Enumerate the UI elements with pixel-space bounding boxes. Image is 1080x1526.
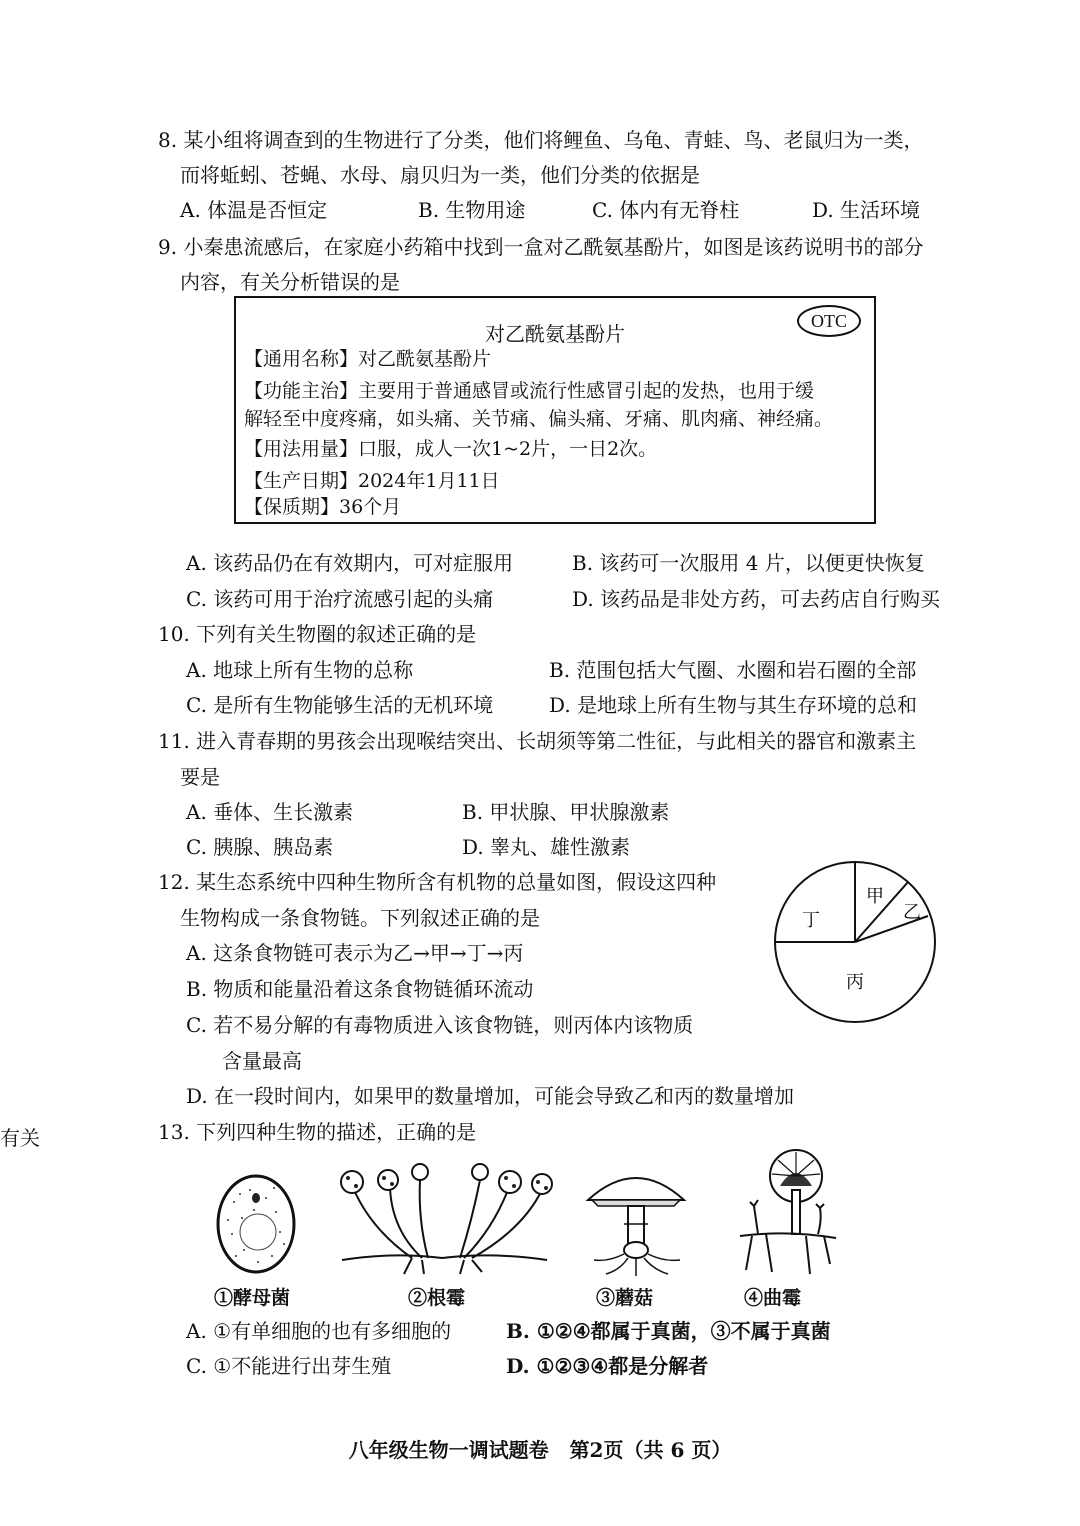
- q11-option-a: A. 垂体、生长激素: [186, 800, 354, 824]
- drug-label-title: 对乙酰氨基酚片: [485, 322, 625, 346]
- drug-label-shelf-life: 【保质期】36个月: [244, 496, 402, 518]
- q12-option-a: A. 这条食物链可表示为乙→甲→丁→丙: [186, 941, 524, 965]
- q11-option-c: C. 胰腺、胰岛素: [186, 835, 334, 859]
- q10-option-c: C. 是所有生物能够生活的无机环境: [186, 693, 494, 717]
- q12-stem-line1: 12. 某生态系统中四种生物所含有机物的总量如图，假设这四种: [158, 870, 717, 894]
- q13-stem: 13. 下列四种生物的描述，正确的是: [158, 1120, 477, 1144]
- q10-option-a: A. 地球上所有生物的总称: [186, 658, 414, 682]
- q13-option-a: A. ①有单细胞的也有多细胞的: [186, 1319, 452, 1343]
- aspergillus-caption: ④曲霉: [744, 1287, 802, 1309]
- rhizopus-illustration: [332, 1160, 554, 1278]
- q12-option-c-line2: 含量最高: [222, 1049, 302, 1073]
- q9-stem-line2: 内容，有关分析错误的是: [180, 270, 400, 294]
- q10-stem: 10. 下列有关生物圈的叙述正确的是: [158, 622, 477, 646]
- otc-badge: OTC: [797, 305, 861, 337]
- drug-label-production-date: 【生产日期】2024年1月11日: [244, 470, 500, 492]
- q9-option-a: A. 该药品仍在有效期内，可对症服用: [186, 551, 514, 575]
- q11-option-d: D. 睾丸、雄性激素: [462, 835, 631, 859]
- pie-label-yi: 乙: [903, 902, 921, 922]
- mushroom-illustration: [584, 1164, 688, 1278]
- margin-note: 有关: [0, 1126, 40, 1150]
- q13-option-b: B. ①②④都属于真菌，③不属于真菌: [506, 1319, 831, 1343]
- q12-option-d: D. 在一段时间内，如果甲的数量增加，可能会导致乙和丙的数量增加: [186, 1084, 795, 1108]
- q10-option-b: B. 范围包括大气圈、水圈和岩石圈的全部: [549, 658, 917, 682]
- q9-option-d: D. 该药品是非处方药，可去药店自行购买: [572, 587, 941, 611]
- q8-stem-line2: 而将蚯蚓、苍蝇、水母、扇贝归为一类，他们分类的依据是: [180, 163, 700, 187]
- q8-option-d: D. 生活环境: [812, 198, 921, 222]
- yeast-illustration: [214, 1172, 298, 1276]
- yeast-caption: ①酵母菌: [214, 1287, 291, 1309]
- drug-label-indications-2: 解轻至中度疼痛，如头痛、关节痛、偏头痛、牙痛、肌肉痛、神经痛。: [244, 408, 834, 430]
- pie-label-jia: 甲: [866, 886, 884, 906]
- drug-label-generic-name: 【通用名称】对乙酰氨基酚片: [244, 348, 492, 370]
- q13-option-d: D. ①②③④都是分解者: [506, 1354, 709, 1378]
- drug-label-box: [234, 296, 876, 524]
- q8-option-c: C. 体内有无脊柱: [592, 198, 740, 222]
- q13-option-c: C. ①不能进行出芽生殖: [186, 1354, 392, 1378]
- pie-label-bing: 丙: [846, 972, 864, 992]
- drug-label-indications-1: 【功能主治】主要用于普通感冒或流行性感冒引起的发热，也用于缓: [244, 380, 815, 402]
- drug-label-dosage: 【用法用量】口服，成人一次1~2片，一日2次。: [244, 438, 658, 460]
- aspergillus-illustration: [736, 1146, 840, 1278]
- q8-option-b: B. 生物用途: [418, 198, 526, 222]
- q10-option-d: D. 是地球上所有生物与其生存环境的总和: [549, 693, 918, 717]
- q12-stem-line2: 生物构成一条食物链。下列叙述正确的是: [180, 906, 540, 930]
- mushroom-caption: ③蘑菇: [596, 1287, 654, 1309]
- pie-label-ding: 丁: [802, 910, 820, 930]
- q11-stem-line2: 要是: [180, 765, 220, 789]
- q9-stem-line1: 9. 小秦患流感后，在家庭小药箱中找到一盒对乙酰氨基酚片，如图是该药说明书的部分: [158, 235, 924, 259]
- q12-option-c-line1: C. 若不易分解的有毒物质进入该食物链，则丙体内该物质: [186, 1013, 694, 1037]
- organic-matter-pie-chart: [770, 860, 940, 1030]
- q8-option-a: A. 体温是否恒定: [180, 198, 328, 222]
- q9-option-b: B. 该药可一次服用 4 片，以便更快恢复: [572, 551, 925, 575]
- q8-stem-line1: 8. 某小组将调查到的生物进行了分类，他们将鲤鱼、乌龟、青蛙、鸟、老鼠归为一类，: [158, 128, 924, 152]
- q12-option-b: B. 物质和能量沿着这条食物链循环流动: [186, 977, 534, 1001]
- page-footer: 八年级生物一调试题卷 第2页（共 6 页）: [348, 1438, 732, 1462]
- q11-stem-line1: 11. 进入青春期的男孩会出现喉结突出、长胡须等第二性征，与此相关的器官和激素主: [158, 729, 917, 753]
- q9-option-c: C. 该药可用于治疗流感引起的头痛: [186, 587, 494, 611]
- q11-option-b: B. 甲状腺、甲状腺激素: [462, 800, 670, 824]
- rhizopus-caption: ②根霉: [408, 1287, 466, 1309]
